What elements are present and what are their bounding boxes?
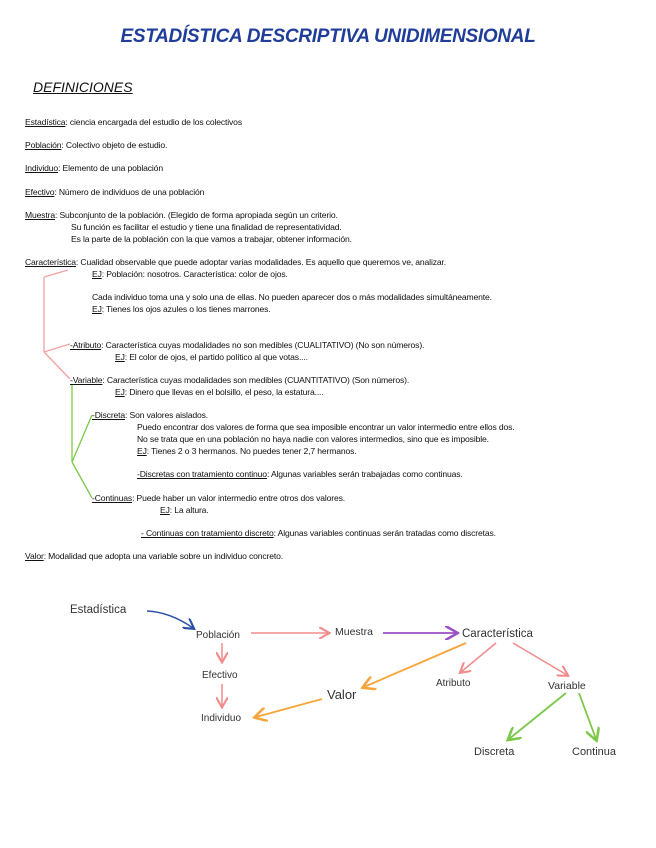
term-label: Efectivo <box>25 187 55 197</box>
term-label: - Continuas con tratamiento discreto <box>141 528 274 538</box>
node-estadistica: Estadística <box>70 604 127 616</box>
ej-text: : Dinero que llevas en el bolsillo, el peso, la estatura.... <box>124 387 324 397</box>
caracteristica-line-3: Cada individuo toma una y solo una de ellas. No pueden aparecer dos o más modalidades simultáneamente. <box>92 292 492 302</box>
edge-caracteristica-atributo <box>461 643 496 672</box>
definition-text: : Característica cuyas modalidades no son medibles (CUALITATIVO) (No son números). <box>101 340 425 350</box>
definition-text: : Algunas variables serán trabajadas como continuas. <box>266 469 463 479</box>
edge-caracteristica-variable <box>513 643 567 675</box>
term-label: -Discreta <box>92 410 126 420</box>
ej-text: : El color de ojos, el partido político al que votas.... <box>124 352 308 362</box>
ej-label: EJ <box>137 446 147 456</box>
definition-text: : Elemento de una población <box>58 163 163 173</box>
muestra-line-2: Su función es facilitar el estudio y tiene una finalidad de representatividad. <box>71 222 342 232</box>
ej-text: : Población: nosotros. Característica: color de ojos. <box>101 269 288 279</box>
term-label: Muestra <box>25 210 55 220</box>
definition-text: : Puede haber un valor intermedio entre otros dos valores. <box>132 493 346 503</box>
edge-variable-continua <box>579 693 596 739</box>
ej-label: EJ <box>92 269 102 279</box>
node-individuo: Individuo <box>201 713 242 724</box>
bracket-caracteristica <box>44 270 70 379</box>
definition-text: : Característica cuyas modalidades son medibles (CUANTITATIVO) (Son números). <box>102 375 410 385</box>
section-heading: DEFINICIONES <box>33 79 133 95</box>
node-poblacion: Población <box>196 630 240 641</box>
node-valor: Valor <box>327 687 357 702</box>
term-label: -Variable <box>70 375 103 385</box>
ej-label: EJ <box>160 505 170 515</box>
discreta-line-2: Puedo encontrar dos valores de forma que sea imposible encontrar un valor intermedio entre ellos dos. <box>137 422 515 432</box>
term-label: Estadística <box>25 117 66 127</box>
definition-text: : Cualidad observable que puede adoptar varias modalidades. Es aquello que queremos ve, analizar. <box>75 257 446 267</box>
definition-text: : Son valores aislados. <box>125 410 209 420</box>
term-label: -Atributo <box>70 340 102 350</box>
definition-text: : Subconjunto de la población. (Elegido de forma apropiada según un criterio. <box>55 210 338 220</box>
term-label: -Discretas con tratamiento continuo <box>137 469 267 479</box>
node-discreta: Discreta <box>474 746 515 758</box>
node-muestra: Muestra <box>335 626 373 638</box>
edge-estadistica-poblacion <box>147 611 193 628</box>
term-label: -Continuas <box>92 493 133 503</box>
ej-label: EJ <box>92 304 102 314</box>
node-continua: Continua <box>572 746 617 758</box>
page-title: ESTADÍSTICA DESCRIPTIVA UNIDIMENSIONAL <box>120 26 536 47</box>
edge-variable-discreta <box>509 693 566 739</box>
term-label: Población <box>25 140 62 150</box>
bracket-variable <box>72 385 92 498</box>
node-variable: Variable <box>548 680 586 692</box>
node-caracteristica: Característica <box>462 628 533 640</box>
definition-text: : Número de individuos de una población <box>54 187 205 197</box>
term-label: Valor <box>25 551 44 561</box>
definition-text: : ciencia encargada del estudio de los colectivos <box>65 117 242 127</box>
ej-label: EJ <box>115 352 125 362</box>
definition-text: : Colectivo objeto de estudio. <box>61 140 168 150</box>
ej-text: : Tienes los ojos azules o los tienes marrones. <box>101 304 271 314</box>
discreta-line-3: No se trata que en una población no haya nadie con valores intermedios, sino que es imposible. <box>137 434 489 444</box>
ej-text: : La altura. <box>169 505 209 515</box>
edge-valor-individuo <box>256 699 322 717</box>
definition-text: : Algunas variables continuas serán tratadas como discretas. <box>273 528 496 538</box>
muestra-line-3: Es la parte de la población con la que vamos a trabajar, obtener información. <box>71 234 352 244</box>
node-atributo: Atributo <box>436 678 471 689</box>
ej-label: EJ <box>115 387 125 397</box>
node-efectivo: Efectivo <box>202 670 238 681</box>
term-label: Característica <box>25 257 76 267</box>
term-label: Individuo <box>25 163 59 173</box>
definition-text: : Modalidad que adopta una variable sobre un individuo concreto. <box>43 551 284 561</box>
ej-text: : Tienes 2 o 3 hermanos. No puedes tener 2,7 hermanos. <box>146 446 357 456</box>
